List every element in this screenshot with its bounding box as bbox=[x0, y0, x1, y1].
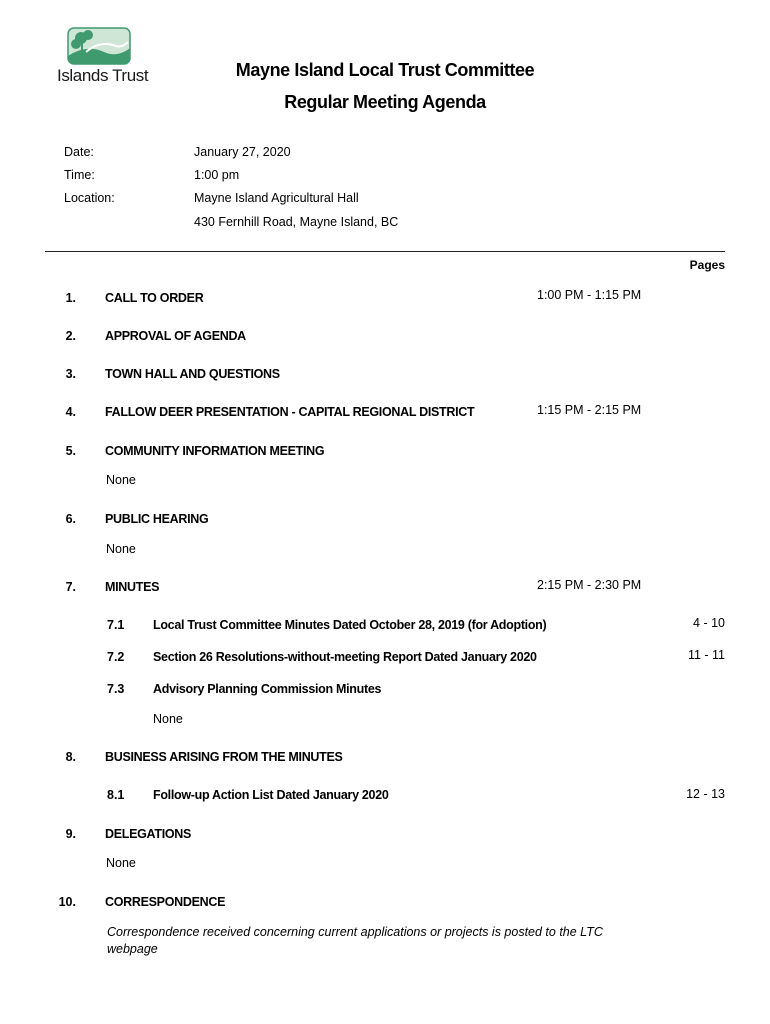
time-value: 1:00 pm bbox=[194, 168, 240, 182]
correspondence-note: Correspondence received concerning current applications or projects is posted to the LTC webpage bbox=[107, 925, 603, 956]
agenda-item-title: PUBLIC HEARING bbox=[105, 512, 209, 526]
sub-item-number: 7.2 bbox=[107, 650, 125, 664]
agenda-item-title: FALLOW DEER PRESENTATION - CAPITAL REGIONAL DISTRICT bbox=[105, 405, 475, 419]
agenda-item-number: 7. bbox=[65, 580, 76, 594]
sub-item-note: None bbox=[153, 712, 183, 726]
agenda-item-number: 9. bbox=[65, 827, 76, 841]
agenda-item-time: 1:15 PM - 2:15 PM bbox=[537, 403, 642, 417]
sub-item-number: 7.3 bbox=[107, 682, 125, 696]
agenda-item-number: 3. bbox=[65, 367, 76, 381]
location-line2: 430 Fernhill Road, Mayne Island, BC bbox=[194, 215, 399, 229]
agenda-item-number: 6. bbox=[65, 512, 76, 526]
sub-item-number: 8.1 bbox=[107, 788, 125, 802]
agenda-item-note: None bbox=[106, 542, 136, 556]
agenda-item-number: 10. bbox=[58, 895, 76, 909]
agenda-item-title: APPROVAL OF AGENDA bbox=[105, 329, 246, 343]
logo-text: Islands Trust bbox=[57, 66, 149, 85]
sub-item-title: Local Trust Committee Minutes Dated October 28, 2019 (for Adoption) bbox=[153, 618, 547, 632]
agenda-item-number: 5. bbox=[65, 444, 76, 458]
agenda-item-number: 8. bbox=[65, 750, 76, 764]
sub-item-pages: 12 - 13 bbox=[686, 787, 725, 801]
page-title: Mayne Island Local Trust Committee bbox=[235, 60, 535, 80]
agenda-item-title: TOWN HALL AND QUESTIONS bbox=[105, 367, 280, 381]
date-value: January 27, 2020 bbox=[194, 145, 291, 159]
agenda-item-title: COMMUNITY INFORMATION MEETING bbox=[105, 444, 325, 458]
sub-item-pages: 4 - 10 bbox=[693, 616, 725, 630]
agenda-item-title: BUSINESS ARISING FROM THE MINUTES bbox=[105, 750, 343, 764]
time-label: Time: bbox=[64, 168, 95, 182]
agenda-item-time: 1:00 PM - 1:15 PM bbox=[537, 288, 642, 302]
location-label: Location: bbox=[64, 191, 115, 205]
agenda-item-note: None bbox=[106, 856, 136, 870]
agenda-item-title: MINUTES bbox=[105, 580, 160, 594]
sub-item-title: Section 26 Resolutions-without-meeting Report Dated January 2020 bbox=[153, 650, 537, 664]
agenda-item-number: 2. bbox=[65, 329, 76, 343]
sub-item-title: Advisory Planning Commission Minutes bbox=[153, 682, 382, 696]
agenda-item-number: 1. bbox=[65, 291, 76, 305]
agenda-item-title: CALL TO ORDER bbox=[105, 291, 204, 305]
page-subtitle: Regular Meeting Agenda bbox=[284, 92, 486, 112]
sub-item-number: 7.1 bbox=[107, 618, 125, 632]
date-label: Date: bbox=[64, 145, 94, 159]
agenda-item-time: 2:15 PM - 2:30 PM bbox=[537, 578, 642, 592]
sub-item-title: Follow-up Action List Dated January 2020 bbox=[153, 788, 389, 802]
divider bbox=[45, 251, 725, 252]
agenda-item-number: 4. bbox=[65, 405, 76, 419]
agenda-item-title: DELEGATIONS bbox=[105, 827, 192, 841]
sub-item-pages: 11 - 11 bbox=[687, 648, 725, 662]
agenda-item-title: CORRESPONDENCE bbox=[105, 895, 226, 909]
pages-header: Pages bbox=[689, 258, 725, 272]
location-line1: Mayne Island Agricultural Hall bbox=[194, 191, 359, 205]
agenda-item-note: None bbox=[106, 473, 136, 487]
